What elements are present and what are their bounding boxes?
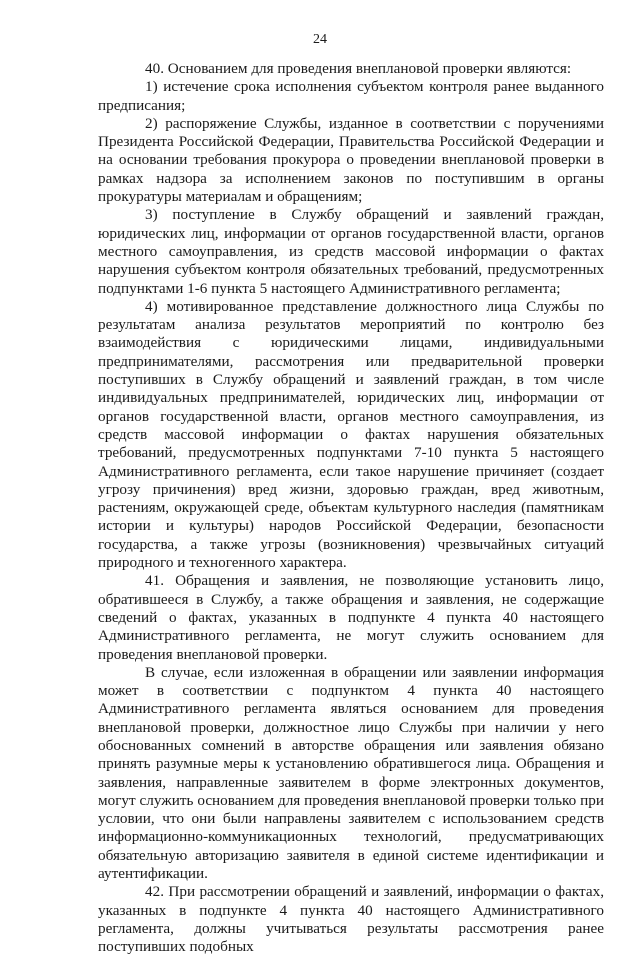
paragraph-41: 41. Обращения и заявления, не позволяющие установить лицо, обратившееся в Службу, а также обращения и заявления, не содержащие сведений о фактах, указанных в подпункте 4 пункта 40 настоящего Административного регламента, не могут служить основанием для проведения внеплановой проверки. [98,572,604,663]
paragraph-40-item-2: 2) распоряжение Службы, изданное в соответствии с поручениями Президента Российской Федерации, Правительства Российской Федерации и на основании требования прокурора о проведении внеплановой проверки в рамках надзора за исполнением законов по поступившим в органы прокуратуры материалам и обращениям; [98,114,604,206]
paragraph-40-item-3: 3) поступление в Службу обращений и заявлений граждан, юридических лиц, информации от органов государственной власти, органов местного самоуправления, из средств массовой информации о фактах нарушения субъектом контроля обязательных требований, предусмотренных подпунктами 1-6 пункта 5 настоящего Административного регламента; [98,206,604,297]
paragraph-41-continuation: В случае, если изложенная в обращении или заявлении информация может в соответствии с подпунктом 4 пункта 40 настоящего Административного регламента являться основанием для проведения внеплановой проверки, должностное лицо Службы при наличии у него обоснованных сомнений в авторстве обращения или заявления обязано принять разумные меры к установлению обратившегося лица. Обращения и заявления, направленные заявителем в форме электронных документов, могут служить основанием для проведения внеплановой проверки только при условии, что они были направлены заявителем с использованием средств информационно-коммуникационных технологий, предусматривающих обязательную авторизацию заявителя в единой системе идентификации и аутентификации. [98,663,604,883]
page-number: 24 [313,32,327,47]
paragraph-40-item-4: 4) мотивированное представление должностного лица Службы по результатам анализа результатов мероприятий по контролю без взаимодействия с юридическими лицами, индивидуальными предпринимателями, рассмотрения или предварительной проверки поступивших в Службу обращений и заявлений граждан, в том числе индивидуальных предпринимателей, юридических лиц, информации от органов государственной власти, органов местного самоуправления, из средств массовой информации о фактах нарушения обязательных требований, предусмотренных подпунктами 7-10 пункта 5 настоящего Административного регламента, если такое нарушение причиняет (создает угрозу причинения) вред жизни, здоровью граждан, вред животным, растениям, окружающей среде, объектам культурного наследия (памятникам истории и культуры) народов Российской Федерации, безопасности государства, а также угрозы (возникновения) чрезвычайных ситуаций природного и техногенного характера. [98,297,604,572]
paragraph-42: 42. При рассмотрении обращений и заявлений, информации о фактах, указанных в подпункте 4 пункта 40 настоящего Административного регламента, должны учитываться результаты рассмотрения ранее поступивших подобных [98,883,604,956]
paragraph-40-intro: 40. Основанием для проведения внеплановой проверки являются: [145,60,572,77]
paragraph-40-item-1: 1) истечение срока исполнения субъектом контроля ранее выданного предписания; [98,78,604,114]
document-body [98,60,604,957]
